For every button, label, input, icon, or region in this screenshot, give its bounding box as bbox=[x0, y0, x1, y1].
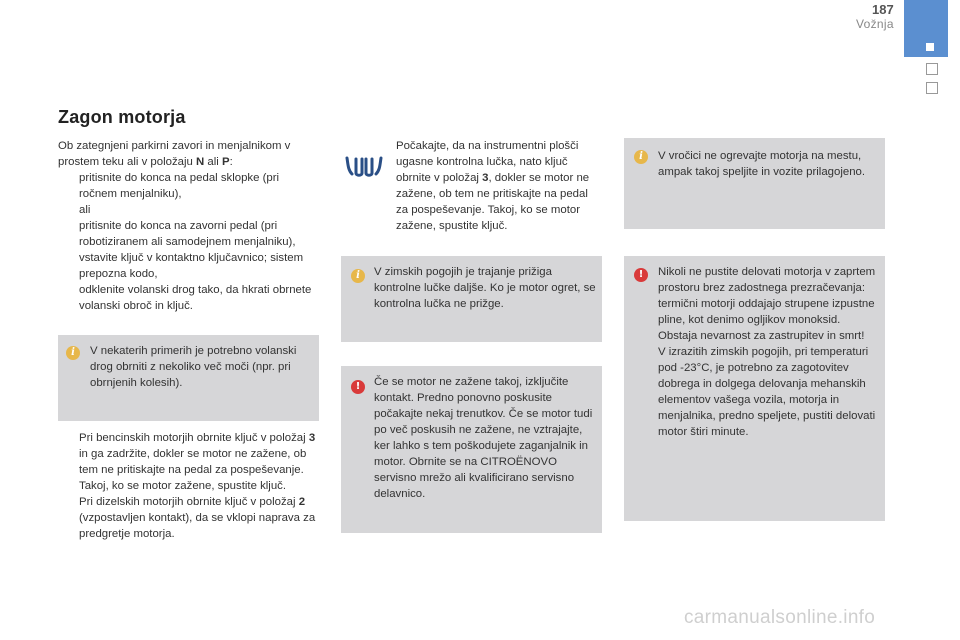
warning-box-text bbox=[658, 264, 876, 440]
intro-paragraph: Ob zategnjeni parkirni zavori in menjalnikom v prostem teku ali v položaju N ali P: bbox=[58, 140, 291, 168]
warning-paragraph: Nikoli ne pustite delovati motorja v zaprtem prostoru brez zadostnega prezračevanja: termični motorji oddajajo strupene izpustne pline, kot denimo ogljikov monoksid. Obstaja nevarnost za zastrupitev in smrt! bbox=[658, 266, 876, 342]
chapter-tab-outline bbox=[926, 82, 938, 94]
list-item: Pri dizelskih motorjih obrnite ključ v položaj 2 (vzpostavljen kontakt), da se vklopi naprava za predgretje motorja. bbox=[79, 496, 316, 540]
info-box-steering bbox=[58, 335, 319, 421]
list-item: odklenite volanski drog tako, da hkrati obrnete volanski obroč in ključ. bbox=[79, 284, 312, 312]
chapter-title: Vožnja bbox=[856, 17, 894, 31]
warning-icon: ! bbox=[634, 268, 648, 282]
chapter-tab-marker bbox=[926, 43, 934, 51]
preheating-glow-icon bbox=[344, 150, 384, 180]
list-alt: ali bbox=[79, 204, 91, 216]
info-icon: i bbox=[66, 346, 80, 360]
engine-instructions bbox=[58, 430, 320, 542]
warning-box-ventilation bbox=[624, 256, 885, 521]
watermark: carmanualsonline.info bbox=[684, 607, 876, 628]
intro-block bbox=[58, 138, 320, 314]
info-icon: i bbox=[351, 269, 365, 283]
info-box-heat bbox=[624, 138, 885, 229]
list-item: Pri bencinskih motorjih obrnite ključ v položaj 3 in ga zadržite, dokler se motor ne zažene, ob tem ne pritiskajte na pedal za pospeševanje. Takoj, ko se motor zažene, spustite ključ. bbox=[79, 432, 316, 492]
warning-icon: ! bbox=[351, 380, 365, 394]
glow-plug-paragraph: Počakajte, da na instrumentni plošči ugasne kontrolna lučka, nato ključ obrnite v položaj 3, dokler se motor ne zažene, ob tem ne pritiskajte na pedal za pospeševanje. Takoj, ko se motor zažene, spustite ključ. bbox=[396, 140, 590, 232]
list-item: pritisnite do konca na zavorni pedal (pri robotiziranem ali samodejnem menjalniku), bbox=[79, 220, 296, 248]
warning-paragraph: V izrazitih zimskih pogojih, pri temperaturi pod -23°C, je potrebno za zagotovitev dobrega in dolgega delovanja mehanskih elementov vašega vozila, motorja in menjalnika, predno speljete, pustiti delovati motor štiri minute. bbox=[658, 346, 876, 438]
page-number: 187 bbox=[872, 2, 894, 17]
warning-box-start bbox=[341, 366, 602, 533]
info-box-text: V vročici ne ogrevajte motorja na mestu, ampak takoj speljite in vozite prilagojeno. bbox=[658, 150, 866, 178]
chapter-tab-outline bbox=[926, 63, 938, 75]
list-item: pritisnite do konca na pedal sklopke (pri ročnem menjalniku), bbox=[79, 172, 280, 200]
list-item: vstavite ključ v kontaktno ključavnico; sistem prepozna kodo, bbox=[79, 252, 304, 280]
info-box-text: V zimskih pogojih je trajanje prižiga kontrolne lučke daljše. Ko je motor ogret, se kontrolna lučka ne prižge. bbox=[374, 266, 596, 310]
warning-box-text: Če se motor ne zažene takoj, izključite kontakt. Predno ponovno poskusite počakajte nekaj trenutkov. Če se motor tudi po več poskusih ne zažene, ne vztrajajte, ker lahko s tem poškodujete zaganjalnik in motor. Obrnite se na CITROËNOVO servisno mrežo ali kvalificirano servisno delavnico. bbox=[374, 376, 593, 500]
info-icon: i bbox=[634, 150, 648, 164]
page-title: Zagon motorja bbox=[58, 107, 186, 127]
info-box-winter bbox=[341, 256, 602, 342]
info-box-text: V nekaterih primerih je potrebno volanski drog obrniti z nekoliko več moči (npr. pri obrnjenih kolesih). bbox=[90, 345, 297, 389]
